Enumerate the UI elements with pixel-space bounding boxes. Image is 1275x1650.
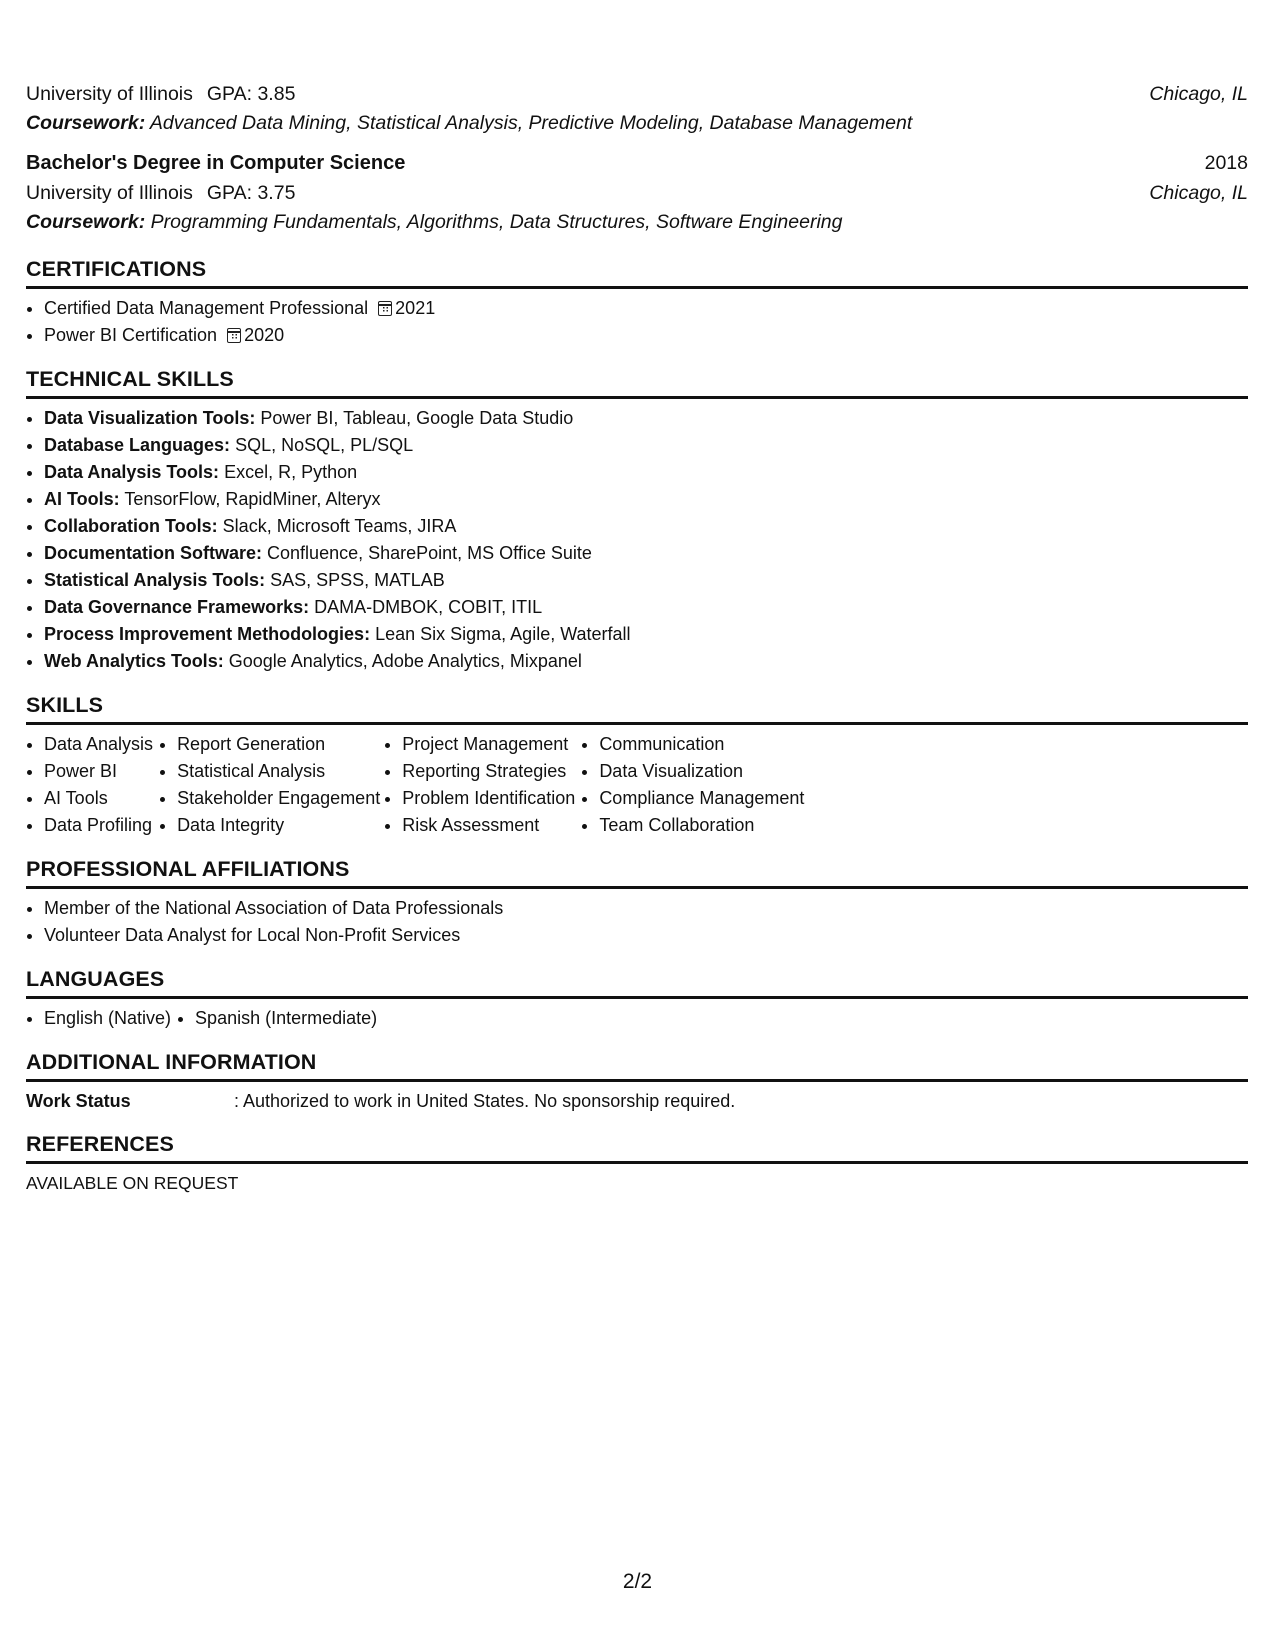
list-item: • Statistical Analysis [177, 758, 380, 785]
list-item: • Spanish (Intermediate) [195, 1005, 377, 1032]
references-text: AVAILABLE ON REQUEST [26, 1173, 239, 1193]
certifications-list [26, 295, 1248, 349]
section-title-affiliations: PROFESSIONAL AFFILIATIONS [26, 857, 1248, 889]
certification-year: 2021 [395, 298, 436, 318]
list-item: • Communication [599, 731, 804, 758]
education-entry-1 [26, 80, 1248, 138]
list-item: • Compliance Management [599, 785, 804, 812]
work-status-value: : Authorized to work in United States. No sponsorship required. [234, 1091, 736, 1111]
technical-skills-list [26, 405, 1248, 675]
skills-column-4 [581, 731, 804, 839]
list-item: • Data Integrity [177, 812, 380, 839]
list-item: • Risk Assessment [402, 812, 575, 839]
gpa: GPA: 3.85 [206, 83, 296, 105]
skills-grid [26, 731, 1248, 839]
section-title-technical-skills: TECHNICAL SKILLS [26, 367, 1248, 399]
location: Chicago, IL [1149, 182, 1248, 204]
coursework: Programming Fundamentals, Algorithms, Data Structures, Software Engineering [150, 211, 843, 233]
certification-year: 2020 [244, 325, 285, 345]
list-item: • Documentation Software: Confluence, SharePoint, MS Office Suite [44, 540, 1248, 567]
list-item: • AI Tools [44, 785, 153, 812]
calendar-icon [227, 328, 241, 343]
list-item: • Member of the National Association of Data Professionals [44, 895, 1248, 922]
section-title-additional-information: ADDITIONAL INFORMATION [26, 1050, 1248, 1082]
list-item: • Team Collaboration [599, 812, 804, 839]
list-item: • Database Languages: SQL, NoSQL, PL/SQL [44, 432, 1248, 459]
section-title-languages: LANGUAGES [26, 967, 1248, 999]
list-item: • English (Native) [44, 1005, 171, 1032]
list-item: • Power BI [44, 758, 153, 785]
education-entry-2 [26, 148, 1248, 237]
list-item: • Project Management [402, 731, 575, 758]
school-name: University of Illinois [26, 83, 193, 105]
list-item: • Data Analysis Tools: Excel, R, Python [44, 459, 1248, 486]
graduation-year: 2018 [1204, 152, 1248, 174]
location: Chicago, IL [1149, 83, 1248, 105]
coursework-label: Coursework: [26, 211, 146, 233]
list-item: • Problem Identification [402, 785, 575, 812]
list-item: • Reporting Strategies [402, 758, 575, 785]
section-title-references: REFERENCES [26, 1132, 1248, 1164]
coursework-label: Coursework: [26, 112, 146, 134]
list-item: • Statistical Analysis Tools: SAS, SPSS, MATLAB [44, 567, 1248, 594]
languages-list [26, 1005, 1248, 1032]
list-item: • Power BI Certification 2020 [44, 322, 1248, 349]
section-title-certifications: CERTIFICATIONS [26, 257, 1248, 289]
list-item: • Collaboration Tools: Slack, Microsoft Teams, JIRA [44, 513, 1248, 540]
list-item: • Data Visualization Tools: Power BI, Tableau, Google Data Studio [44, 405, 1248, 432]
list-item: • Stakeholder Engagement [177, 785, 380, 812]
coursework: Advanced Data Mining, Statistical Analysis, Predictive Modeling, Database Management [149, 112, 913, 134]
list-item: • Data Profiling [44, 812, 153, 839]
affiliations-list [26, 895, 1248, 949]
resume-page [26, 80, 1248, 1196]
list-item: • Volunteer Data Analyst for Local Non-Profit Services [44, 922, 1248, 949]
list-item: • Data Analysis [44, 731, 153, 758]
skills-column-2 [159, 731, 380, 839]
degree-title: Bachelor's Degree in Computer Science [26, 152, 406, 174]
list-item: • Certified Data Management Professional 2021 [44, 295, 1248, 322]
calendar-icon [378, 301, 392, 316]
list-item: • Data Governance Frameworks: DAMA-DMBOK, COBIT, ITIL [44, 594, 1248, 621]
section-title-skills: SKILLS [26, 693, 1248, 725]
skills-column-3 [384, 731, 575, 839]
list-item: • Process Improvement Methodologies: Lean Six Sigma, Agile, Waterfall [44, 621, 1248, 648]
list-item: • AI Tools: TensorFlow, RapidMiner, Alteryx [44, 486, 1248, 513]
work-status-label: Work Status [26, 1091, 131, 1111]
list-item: • Web Analytics Tools: Google Analytics, Adobe Analytics, Mixpanel [44, 648, 1248, 675]
list-item: • Data Visualization [599, 758, 804, 785]
gpa: GPA: 3.75 [206, 182, 296, 204]
list-item: • Report Generation [177, 731, 380, 758]
skills-column-1 [26, 731, 153, 839]
school-name: University of Illinois [26, 182, 193, 204]
work-status-row [26, 1088, 1248, 1114]
page-number: 2/2 [622, 1570, 653, 1593]
